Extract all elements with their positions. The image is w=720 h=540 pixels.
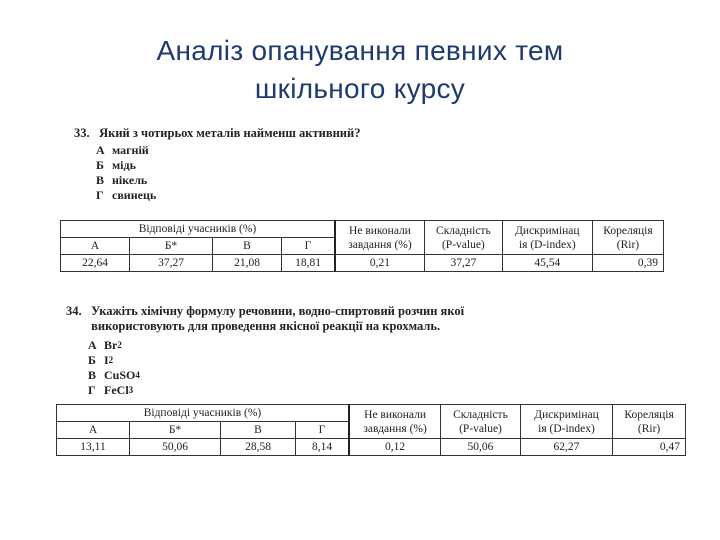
letter-d: Г [282, 238, 336, 255]
question-33-stem [74, 126, 360, 141]
value-c: 21,08 [213, 255, 282, 272]
question-number: 34. [66, 304, 82, 318]
option-a: А Br 2 [88, 338, 122, 352]
not-done-header: Не виконали завдання (%) [335, 221, 424, 255]
slide-title [0, 32, 720, 108]
question-text-line-1: Укажіть хімічну формулу речовини, водно-спиртовий розчин якої [91, 304, 465, 318]
letter-c: В [213, 238, 282, 255]
answers-header: Відповіді учасників (%) [61, 221, 336, 238]
value-difficulty: 50,06 [441, 439, 521, 456]
value-discrimination: 45,54 [502, 255, 592, 272]
value-discrimination: 62,27 [520, 439, 612, 456]
option-d: Г свинець [96, 188, 157, 202]
title-line-2: шкільного курсу [254, 73, 466, 104]
question-33-stats-table [60, 220, 664, 272]
value-not-done: 0,12 [349, 439, 441, 456]
value-d: 18,81 [282, 255, 336, 272]
not-done-header: Не виконали завдання (%) [349, 405, 441, 439]
letter-d: Г [296, 422, 350, 439]
value-difficulty: 37,27 [424, 255, 502, 272]
option-c: В CuSO 4 [88, 368, 140, 382]
question-34-stats-table [56, 404, 686, 456]
discrimination-header: Дискримінац ія (D-index) [520, 405, 612, 439]
value-d: 8,14 [296, 439, 350, 456]
question-34-stem [66, 304, 506, 334]
letter-a: А [57, 422, 130, 439]
title-line-1: Аналіз опанування певних тем [156, 35, 564, 66]
correlation-header: Кореляція (Rir) [613, 405, 686, 439]
question-34-options [88, 338, 140, 398]
option-c: В нікель [96, 173, 148, 187]
difficulty-header: Складність (P-value) [441, 405, 521, 439]
value-b: 37,27 [130, 255, 213, 272]
option-b: Б мідь [96, 158, 136, 172]
option-a: А магній [96, 143, 149, 157]
question-number: 33. [74, 126, 90, 140]
table-row [61, 255, 664, 272]
question-33-options [96, 143, 156, 203]
table-row [57, 439, 686, 456]
question-text: Який з чотирьох металів найменш активний? [99, 126, 361, 140]
value-correlation: 0,47 [613, 439, 686, 456]
letter-b: Б* [130, 238, 213, 255]
letter-c: В [221, 422, 296, 439]
value-correlation: 0,39 [592, 255, 663, 272]
option-d: Г FeCl 3 [88, 383, 134, 397]
value-b: 50,06 [130, 439, 221, 456]
value-a: 13,11 [57, 439, 130, 456]
question-text-line-2: використовують для проведення якісної реакції на крохмаль. [91, 319, 441, 333]
discrimination-header: Дискримінац ія (D-index) [502, 221, 592, 255]
difficulty-header: Складність (P-value) [424, 221, 502, 255]
answers-header: Відповіді учасників (%) [57, 405, 350, 422]
value-a: 22,64 [61, 255, 130, 272]
correlation-header: Кореляція (Rir) [592, 221, 663, 255]
value-c: 28,58 [221, 439, 296, 456]
letter-a: А [61, 238, 130, 255]
value-not-done: 0,21 [335, 255, 424, 272]
letter-b: Б* [130, 422, 221, 439]
option-b: Б I 2 [88, 353, 114, 367]
